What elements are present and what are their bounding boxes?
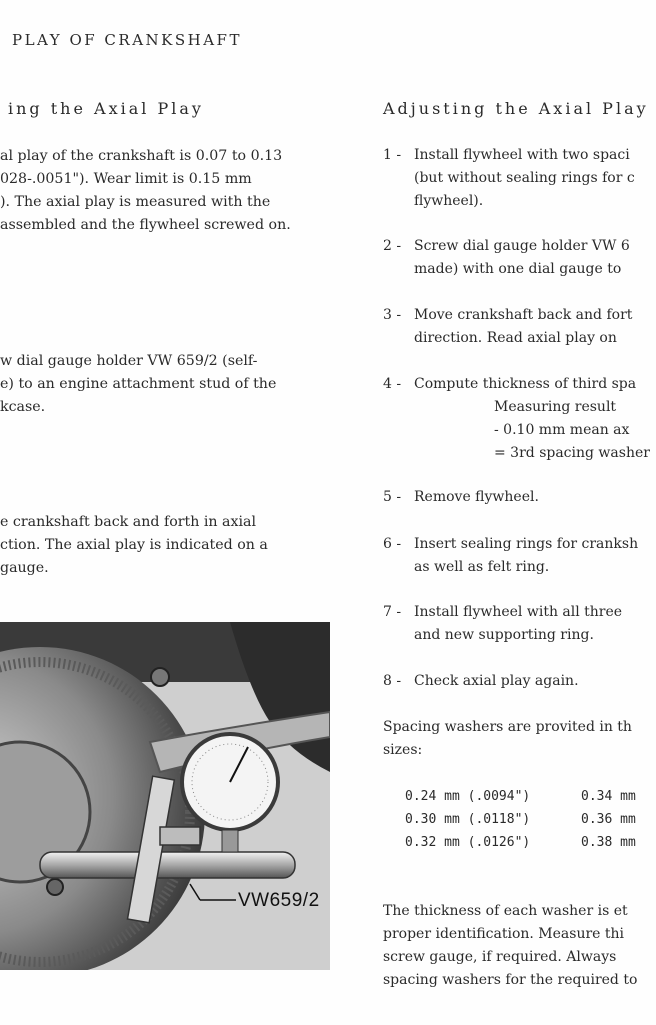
step-number: 1 - (383, 147, 402, 163)
step-number: 3 - (383, 307, 402, 323)
step-line: Move crankshaft back and fort (414, 307, 633, 323)
step-line: Remove flywheel. (414, 489, 539, 505)
step-number: 8 - (383, 673, 402, 689)
step-number: 2 - (383, 238, 402, 254)
closing-line: spacing washers for the required to (383, 972, 638, 988)
left-intro-line: 028-.0051"). Wear limit is 0.15 mm (0, 171, 252, 187)
sizes-intro-line: sizes: (383, 742, 423, 758)
compute-line: Measuring result (494, 399, 617, 415)
step-line: Install flywheel with two spaci (414, 147, 630, 163)
step-line: (but without sealing rings for c (414, 170, 635, 186)
step-number: 5 - (383, 489, 402, 505)
left-step-b-line: e crankshaft back and forth in axial (0, 514, 257, 530)
left-step-a-line: w dial gauge holder VW 659/2 (self- (0, 353, 258, 369)
step-line: Insert sealing rings for cranksh (414, 536, 639, 552)
figure-callout: VW659/2 (238, 890, 320, 911)
washer-size: 0.30 mm (.0118") (405, 812, 531, 827)
washer-size: 0.24 mm (.0094") (405, 789, 531, 804)
step-line: direction. Read axial play on (414, 330, 617, 346)
dial-gauge-illustration (0, 622, 330, 970)
step-line: as well as felt ring. (414, 559, 550, 575)
step-line: Check axial play again. (414, 673, 579, 689)
flywheel-bolt (151, 668, 169, 686)
step-line: flywheel). (414, 193, 484, 209)
step-number: 7 - (383, 604, 402, 620)
left-intro-line: assembled and the flywheel screwed on. (0, 217, 291, 233)
step-line: and new supporting ring. (414, 627, 594, 643)
page-title: PLAY OF CRANKSHAFT (12, 31, 242, 49)
compute-line: - 0.10 mm mean ax (494, 422, 630, 438)
holder-bar (40, 852, 295, 878)
step-line: Compute thickness of third spa (414, 376, 637, 392)
flywheel-bolt (47, 879, 63, 895)
holder-clamp (160, 827, 200, 845)
closing-line: proper identification. Measure thi (383, 926, 625, 942)
right-heading: Adjusting the Axial Play (383, 99, 649, 118)
step-line: Screw dial gauge holder VW 6 (414, 238, 630, 254)
closing-line: The thickness of each washer is et (383, 903, 628, 919)
left-step-a-line: e) to an engine attachment stud of the (0, 376, 277, 392)
sizes-intro-line: Spacing washers are provited in th (383, 719, 632, 735)
left-step-b-line: gauge. (0, 560, 49, 576)
step-line: made) with one dial gauge to (414, 261, 622, 277)
left-intro-line: al play of the crankshaft is 0.07 to 0.13 (0, 148, 283, 164)
left-step-a-line: kcase. (0, 399, 46, 415)
left-step-b-line: ction. The axial play is indicated on a (0, 537, 268, 553)
washer-size: 0.32 mm (.0126") (405, 835, 531, 850)
step-number: 6 - (383, 536, 402, 552)
step-line: Install flywheel with all three (414, 604, 623, 620)
washer-size: 0.38 mm (581, 835, 636, 850)
washer-size: 0.34 mm (581, 789, 636, 804)
closing-line: screw gauge, if required. Always (383, 949, 617, 965)
washer-size: 0.36 mm (581, 812, 636, 827)
dial-gauge-stem (222, 830, 238, 852)
dial-gauge-photo (0, 622, 330, 970)
left-heading: ing the Axial Play (8, 99, 204, 118)
compute-line: = 3rd spacing washer (494, 445, 650, 461)
step-number: 4 - (383, 376, 402, 392)
left-intro-line: ). The axial play is measured with the (0, 194, 271, 210)
